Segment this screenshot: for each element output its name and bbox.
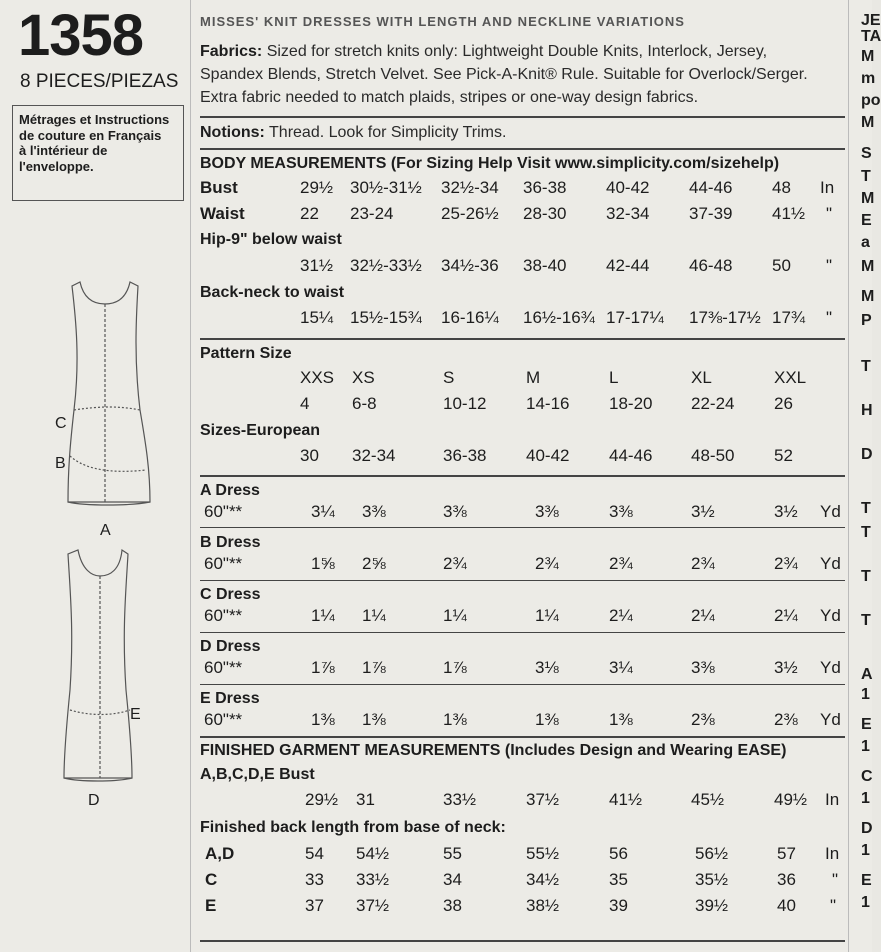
cell: 36-38: [443, 446, 487, 465]
cell: 56: [609, 844, 628, 863]
cell: 38-40: [523, 256, 567, 275]
divider: [200, 527, 845, 528]
cell: 32-34: [606, 204, 650, 223]
cell: 50: [772, 256, 791, 275]
cropped-text: C: [861, 768, 873, 785]
cell: 48-50: [691, 446, 735, 465]
cropped-text: TA: [861, 28, 881, 45]
cell: 2⅜: [774, 710, 798, 729]
unit: ": [826, 256, 833, 275]
cell: 3⅛: [535, 658, 559, 677]
cell: 3¼: [311, 502, 335, 521]
back-neck-label: Back-neck to waist: [200, 284, 345, 301]
cell: 30½-31½: [350, 178, 422, 197]
cell: 1¼: [535, 606, 559, 625]
cell: 3⅜: [535, 502, 559, 521]
divider: [200, 475, 845, 477]
cell: 1¼: [311, 606, 335, 625]
cell: 32½-33½: [350, 256, 422, 275]
cropped-text: po: [861, 92, 881, 109]
cropped-text: T: [861, 168, 871, 185]
french-note-line: Métrages et Instructions: [19, 112, 170, 127]
cell: S: [443, 368, 455, 387]
cell: L: [609, 368, 619, 387]
cell: 52: [774, 446, 793, 465]
cell: 36: [777, 870, 796, 889]
pieces-count: 8 PIECES/PIEZAS: [20, 71, 179, 92]
cell: 1⅞: [311, 658, 335, 677]
yardage-a-label: A Dress: [200, 482, 260, 499]
cell: 33½: [356, 870, 390, 889]
french-instructions-note: [12, 105, 184, 201]
divider: [200, 684, 845, 685]
unit: Yd: [820, 502, 841, 521]
cell: 29½: [305, 790, 339, 809]
notions-text: [200, 121, 845, 144]
cell: 2¾: [774, 554, 798, 573]
cropped-text: T: [861, 524, 871, 541]
cell: M: [526, 368, 541, 387]
cell: XL: [691, 368, 712, 387]
cell: 1⅜: [311, 710, 335, 729]
cell: 33½: [443, 790, 477, 809]
fabrics-line: Spandex Blends, Stretch Velvet. See Pick-A-Knit® Rule. Suitable for Overlock/Serger.: [200, 66, 808, 83]
cell: 35: [609, 870, 628, 889]
cropped-text: D: [861, 820, 873, 837]
cell: 32½-34: [441, 178, 499, 197]
cropped-text: E: [861, 716, 872, 733]
view-label-e: E: [130, 706, 141, 723]
pattern-title: MISSES' KNIT DRESSES WITH LENGTH AND NECKLINE VARIATIONS: [200, 14, 685, 29]
cell: 1⅞: [362, 658, 386, 677]
french-note-line: l'enveloppe.: [19, 158, 94, 174]
cell: 1⅞: [443, 658, 467, 677]
row-label: E: [205, 896, 217, 915]
notions-value: Thread. Look for Simplicity Trims.: [269, 124, 507, 141]
divider: [200, 736, 845, 738]
cell: 49½: [774, 790, 808, 809]
unit: Yd: [820, 554, 841, 573]
cell: 3¼: [609, 658, 633, 677]
cell: 34½: [526, 870, 560, 889]
cell: 6-8: [352, 394, 377, 413]
unit: ": [832, 870, 839, 889]
fabrics-text: [200, 40, 845, 109]
cell: 17¾: [772, 308, 806, 327]
cell: 57: [777, 844, 796, 863]
fabric-width: 60"**: [204, 710, 243, 729]
cell: 28-30: [523, 204, 567, 223]
cell: 1⅜: [443, 710, 467, 729]
yardage-d-label: D Dress: [200, 638, 261, 655]
cell: 15¼: [300, 308, 334, 327]
row-label: C: [205, 870, 218, 889]
cell: 3½: [774, 502, 798, 521]
cell: 16-16¼: [441, 308, 499, 327]
cell: 2¼: [774, 606, 798, 625]
cell: 3⅜: [609, 502, 633, 521]
yardage-c-label: C Dress: [200, 586, 261, 603]
cropped-text: P: [861, 312, 872, 329]
fabric-width: 60"**: [204, 658, 243, 677]
cell: 54: [305, 844, 324, 863]
column-divider: [190, 0, 191, 952]
cropped-text: JE: [861, 12, 881, 29]
cell: 40-42: [606, 178, 650, 197]
cell: 2¾: [691, 554, 715, 573]
row-label: A,D: [205, 844, 235, 863]
pattern-number: 1358: [18, 3, 144, 68]
view-label-a: A: [100, 522, 111, 539]
cropped-text: T: [861, 612, 871, 629]
cell: 2⅜: [691, 710, 715, 729]
cropped-text: T: [861, 568, 871, 585]
cell: 23-24: [350, 204, 394, 223]
cell: 55: [443, 844, 462, 863]
european-sizes-heading: Sizes-European: [200, 422, 321, 439]
cropped-text: M: [861, 190, 875, 207]
cropped-text: 1: [861, 686, 870, 703]
unit: Yd: [820, 710, 841, 729]
cell: 25-26½: [441, 204, 499, 223]
unit: ": [830, 896, 837, 915]
cell: 38: [443, 896, 462, 915]
cell: 1⅜: [609, 710, 633, 729]
hip-label: Hip-9" below waist: [200, 231, 342, 248]
cell: 41½: [772, 204, 806, 223]
cell: 39½: [695, 896, 729, 915]
cell: 17⅜-17½: [689, 308, 761, 327]
fabric-width: 60"**: [204, 606, 243, 625]
cropped-text: T: [861, 500, 871, 517]
cell: 31½: [300, 256, 334, 275]
cell: 3⅜: [443, 502, 467, 521]
view-label-b: B: [55, 455, 66, 472]
french-note-line: de couture en Français: [19, 127, 162, 143]
cell: 41½: [609, 790, 643, 809]
cell: 35½: [695, 870, 729, 889]
cell: XXS: [300, 368, 335, 387]
cropped-text: M: [861, 258, 875, 275]
cell: 1⅜: [535, 710, 559, 729]
cell: 44-46: [689, 178, 733, 197]
cell: 16½-16¾: [523, 308, 595, 327]
cell: 14-16: [526, 394, 570, 413]
unit: In: [825, 844, 840, 863]
cell: 40-42: [526, 446, 570, 465]
unit: In: [820, 178, 835, 197]
cropped-text: M: [861, 114, 875, 131]
cell: 2¾: [443, 554, 467, 573]
cell: 2¼: [691, 606, 715, 625]
cell: 37½: [526, 790, 560, 809]
cell: 54½: [356, 844, 390, 863]
divider: [200, 632, 845, 633]
divider: [200, 148, 845, 150]
unit: Yd: [820, 606, 841, 625]
cell: 3½: [774, 658, 798, 677]
cropped-text: 1: [861, 738, 870, 755]
finished-measurements-heading: FINISHED GARMENT MEASUREMENTS (Includes Design and Wearing EASE): [200, 742, 787, 759]
cell: 56½: [695, 844, 729, 863]
body-measurements-heading: BODY MEASUREMENTS (For Sizing Help Visit www.simplicity.com/sizehelp): [200, 155, 780, 172]
cropped-text: 1: [861, 790, 870, 807]
cropped-text: D: [861, 446, 873, 463]
left-column: [0, 0, 192, 952]
dress-back-view-sketches: [40, 270, 190, 810]
cell: 48: [772, 178, 791, 197]
cell: 2¾: [535, 554, 559, 573]
cell: 1⅜: [362, 710, 386, 729]
cell: 32-34: [352, 446, 396, 465]
cropped-text: A: [861, 666, 873, 683]
cell: 30: [300, 446, 319, 465]
cell: 34: [443, 870, 462, 889]
cell: XXL: [774, 368, 807, 387]
yardage-e-label: E Dress: [200, 690, 260, 707]
yardage-b-label: B Dress: [200, 534, 261, 551]
back-length-heading: Finished back length from base of neck:: [200, 819, 506, 836]
cell: 31: [356, 790, 375, 809]
cropped-text: E: [861, 212, 872, 229]
cropped-text: 1: [861, 842, 870, 859]
view-label-d: D: [88, 792, 100, 809]
cell: 26: [774, 394, 793, 413]
fabrics-label: Fabrics:: [200, 43, 263, 60]
cropped-text: T: [861, 358, 871, 375]
cell: 44-46: [609, 446, 653, 465]
cell: 36-38: [523, 178, 567, 197]
cropped-text: H: [861, 402, 873, 419]
cropped-text: 1: [861, 894, 870, 911]
cell: 33: [305, 870, 324, 889]
cropped-text: a: [861, 234, 870, 251]
pattern-size-heading: Pattern Size: [200, 345, 292, 362]
cropped-text: E: [861, 872, 872, 889]
cell: 40: [777, 896, 796, 915]
row-label: Waist: [200, 204, 245, 223]
cell: 45½: [691, 790, 725, 809]
cell: 2¼: [609, 606, 633, 625]
divider: [200, 580, 845, 581]
finished-bust-label: A,B,C,D,E Bust: [200, 766, 315, 783]
cropped-text: m: [861, 70, 876, 87]
cell: 4: [300, 394, 310, 413]
cell: 15½-15¾: [350, 308, 422, 327]
cell: 17-17¼: [606, 308, 664, 327]
fabrics-line: Sized for stretch knits only: Lightweight Double Knits, Interlock, Jersey,: [266, 43, 768, 60]
cropped-text: M: [861, 288, 875, 305]
cell: 3⅜: [691, 658, 715, 677]
cell: 34½-36: [441, 256, 499, 275]
cropped-text: M: [861, 48, 875, 65]
cell: 1⅝: [311, 554, 335, 573]
cell: 29½: [300, 178, 334, 197]
french-note-line: à l'intérieur de: [19, 143, 108, 158]
right-column-cropped: [849, 0, 881, 952]
cell: 22: [300, 204, 319, 223]
row-label: Bust: [200, 178, 238, 197]
cell: 39: [609, 896, 628, 915]
view-label-c: C: [55, 415, 67, 432]
cell: 55½: [526, 844, 560, 863]
divider: [200, 338, 845, 340]
cell: 38½: [526, 896, 560, 915]
unit: Yd: [820, 658, 841, 677]
divider: [200, 940, 845, 942]
unit: ": [826, 204, 833, 223]
cell: 2¾: [609, 554, 633, 573]
notions-label: Notions:: [200, 124, 265, 141]
cell: 37½: [356, 896, 390, 915]
cell: 37-39: [689, 204, 733, 223]
fabrics-line: Extra fabric needed to match plaids, stripes or one-way design fabrics.: [200, 89, 699, 106]
divider: [200, 116, 845, 118]
cell: 1¼: [362, 606, 386, 625]
cell: 2⅝: [362, 554, 386, 573]
cell: 3½: [691, 502, 715, 521]
cell: 42-44: [606, 256, 650, 275]
cell: 10-12: [443, 394, 487, 413]
cell: 22-24: [691, 394, 735, 413]
cell: 1¼: [443, 606, 467, 625]
cell: 3⅜: [362, 502, 386, 521]
cell: XS: [352, 368, 375, 387]
cell: 37: [305, 896, 324, 915]
cell: 18-20: [609, 394, 653, 413]
fabric-width: 60"**: [204, 554, 243, 573]
unit: In: [825, 790, 840, 809]
cropped-text: S: [861, 145, 872, 162]
cell: 46-48: [689, 256, 733, 275]
fabric-width: 60"**: [204, 502, 243, 521]
unit: ": [826, 308, 833, 327]
